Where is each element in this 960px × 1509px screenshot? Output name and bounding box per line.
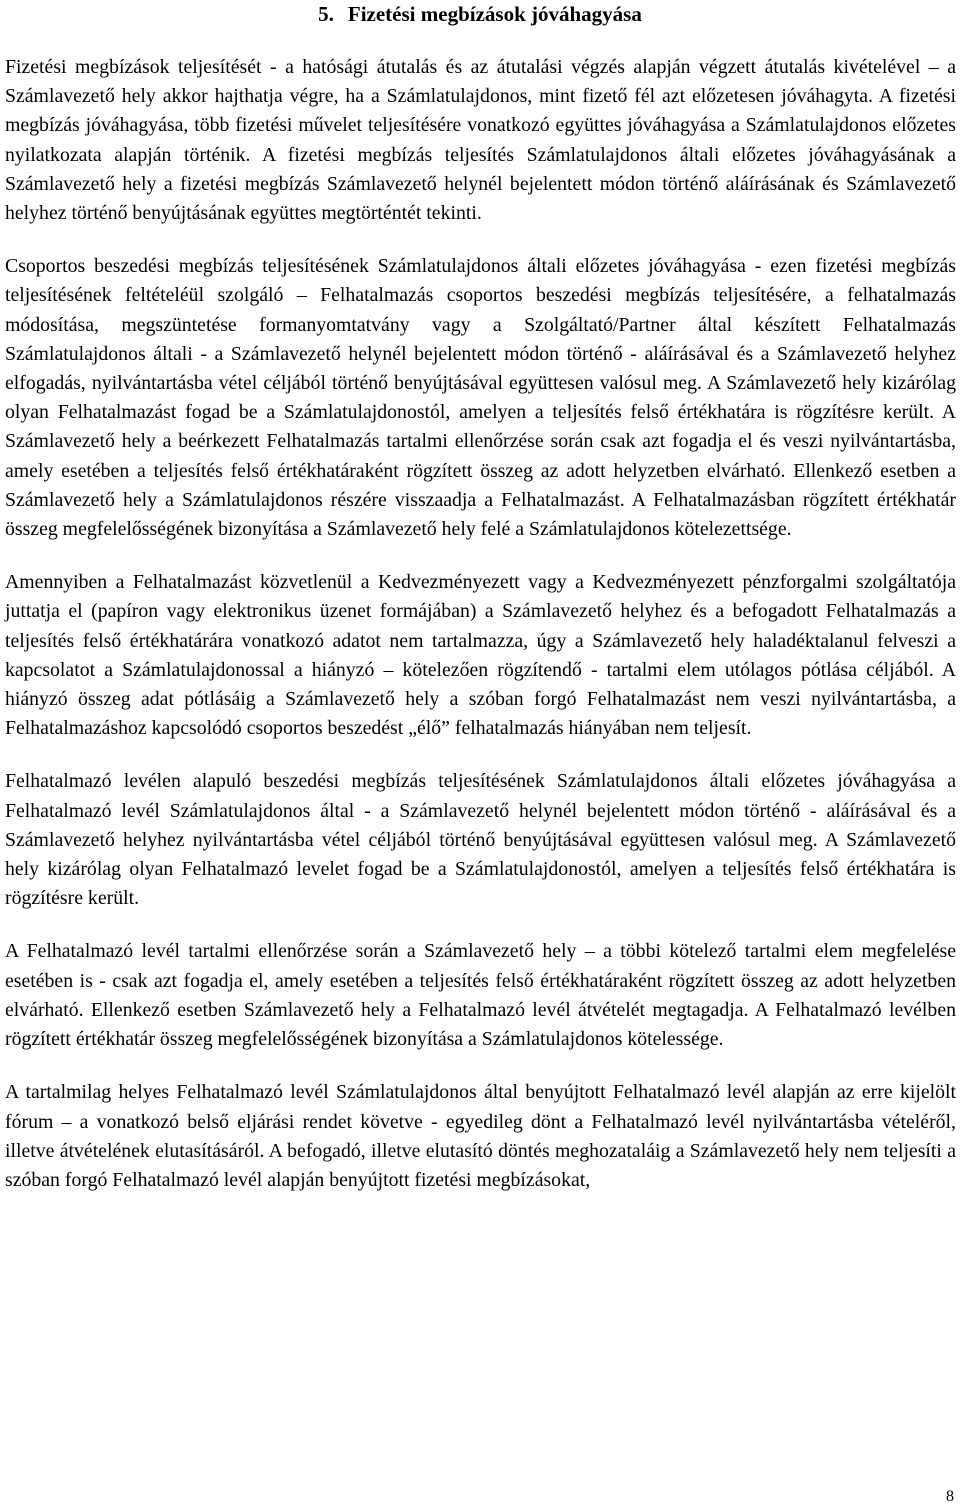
paragraph-3: Amennyiben a Felhatalmazást közvetlenül a Kedvezményezett vagy a Kedvezményezett pénzforgalmi szolgáltatója juttatja el (papíron vagy elektronikus üzenet formájában) a Számlavezető helyhez és a befogadott Felhatalmazás a teljesítés felső értékhatárára vonatkozó adatot nem tartalmazza, úgy a Számlavezető hely haladéktalanul felveszi a kapcsolatot a Számlatulajdonossal a hiányzó – kötelezően rögzítendő - tartalmi elem utólagos pótlása céljából. A hiányzó összeg adat pótlásáig a Számlavezető hely a szóban forgó Felhatalmazást nem veszi nyilvántartásba, a Felhatalmazáshoz kapcsolódó csoportos beszedést „élő” felhatalmazás hiányában nem teljesít. (5, 571, 956, 740)
body-text (5, 53, 956, 1219)
page-number: 8 (946, 1488, 954, 1505)
section-number: 5. (318, 2, 334, 26)
paragraph-1: Fizetési megbízások teljesítését - a hatósági átutalás és az átutalási végzés alapján végzett átutalás kivételével – a Számlavezető hely akkor hajthatja végre, ha a Számlatulajdonos, mint fizető fél azt előzetesen jóváhagyta. A fizetési megbízás jóváhagyása, több fizetési művelet teljesítésére vonatkozó együttes jóváhagyása a Számlatulajdonos előzetes nyilatkozata alapján történik. A fizetési megbízás teljesítés Számlatulajdonos általi előzetes jóváhagyásának a Számlavezető hely a fizetési megbízás Számlavezető helynél bejelentett módon történő aláírásának és Számlavezető helyhez történő benyújtásának együttes megtörténtét tekinti. (5, 56, 956, 225)
paragraph-4: Felhatalmazó levélen alapuló beszedési megbízás teljesítésének Számlatulajdonos általi előzetes jóváhagyása a Felhatalmazó levél Számlatulajdonos által - a Számlavezető helynél bejelentett módon történő - aláírásával és a Számlavezető helyhez nyilvántartásba vétel céljából történő benyújtásával együttesen valósul meg. A Számlavezető hely kizárólag olyan Felhatalmazó levelet fogad be a Számlatulajdonostól, amelyen a teljesítés felső értékhatára is rögzítésre került. (5, 770, 956, 910)
paragraph-2: Csoportos beszedési megbízás teljesítésének Számlatulajdonos általi előzetes jóváhagyása - ezen fizetési megbízás teljesítésének feltételéül szolgáló – Felhatalmazás csoportos beszedési megbízás teljesítésére, a felhatalmazás módosítása, megszüntetése formanyomtatvány vagy a Szolgáltató/Partner által készített Felhatalmazás Számlatulajdonos általi - a Számlavezető helynél bejelentett módon történő - aláírásával és a Számlavezető helyhez elfogadás, nyilvántartásba vétel céljából történő benyújtásával együttesen valósul meg. A Számlavezető hely kizárólag olyan Felhatalmazást fogad be a Számlatulajdonostól, amelyen a teljesítés felső értékhatára is rögzítésre került. A Számlavezető hely a beérkezett Felhatalmazás tartalmi ellenőrzése során csak azt fogadja el és veszi nyilvántartásba, amely esetében a teljesítés felső értékhatáraként rögzített összeg az adott helyzetben elvárható. Ellenkező esetben a Számlavezető hely a Számlatulajdonos részére visszaadja a Felhatalmazást. A Felhatalmazásban rögzített értékhatár összeg megfelelősségének bizonyítása a Számlavezető hely felé a Számlatulajdonos kötelezettsége. (5, 255, 956, 541)
section-heading (0, 2, 960, 26)
paragraph-6: A tartalmilag helyes Felhatalmazó levél Számlatulajdonos által benyújtott Felhatalmazó levél alapján az erre kijelölt fórum – a vonatkozó belső eljárási rendet követve - egyedileg dönt a Felhatalmazó levél nyilvántartásba vételéről, illetve átvételének elutasításáról. A befogadó, illetve elutasító döntés meghozataláig a Számlavezető hely nem teljesíti a szóban forgó Felhatalmazó levél alapján benyújtott fizetési megbízásokat, (5, 1081, 956, 1191)
paragraph-5: A Felhatalmazó levél tartalmi ellenőrzése során a Számlavezető hely – a többi kötelező tartalmi elem megfelelése esetében is - csak azt fogadja el, amely esetében a teljesítés felső értékhatáraként rögzített összeg az adott helyzetben elvárható. Ellenkező esetben Számlavezető hely a Felhatalmazó levél átvételét megtagadja. A Felhatalmazó levélben rögzített értékhatár összeg megfelelősségének bizonyítása a Számlatulajdonos kötelessége. (5, 940, 956, 1051)
section-title: Fizetési megbízások jóváhagyása (347, 2, 642, 26)
